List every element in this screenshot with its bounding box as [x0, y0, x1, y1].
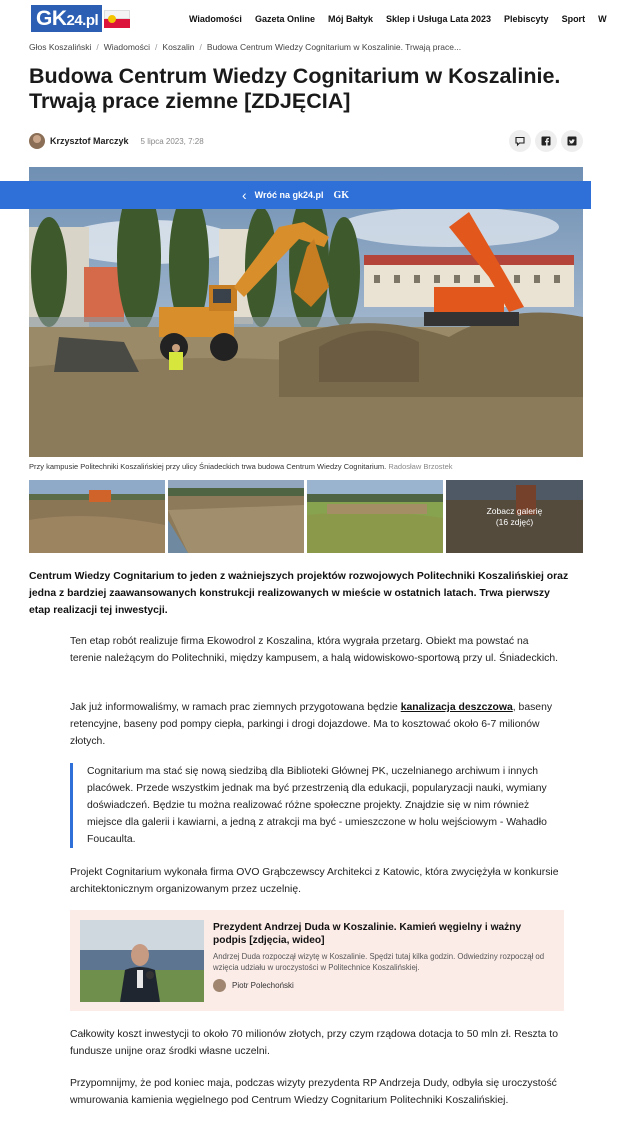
breadcrumb-item[interactable]: Wiadomości [103, 42, 151, 52]
avatar[interactable] [29, 133, 45, 149]
author-name[interactable]: Krzysztof Marczyk [50, 136, 129, 146]
article-paragraph: Projekt Cognitarium wykonała firma OVO Grąbczewscy Architekci z Katowic, która zwyciężyła w konkursie architektonicznym organizowanym przez uczelnię. [70, 867, 559, 895]
article-paragraph: Przypomnijmy, że pod koniec maja, podczas wizyty prezydenta RP Andrzeja Dudy, odbyła się uroczystość wmurowania kamienia węgielnego pod Centrum Wiedzy Cognitarium Politechniki Koszalińskiej. [70, 1078, 557, 1106]
gallery-count: (16 zdjęć) [495, 516, 534, 527]
page-title: Budowa Centrum Wiedzy Cognitarium w Koszalinie. Trwają prace ziemne [ZDJĘCIA] [29, 64, 561, 113]
president-photo [80, 920, 204, 1002]
tag-link[interactable]: kanalizacja deszczowa [400, 702, 513, 713]
gk-badge: GK [333, 189, 350, 201]
related-article-title[interactable]: Prezydent Andrzej Duda w Koszalinie. Kamień węgielny i ważny podpis [zdjęcia, wideo] [213, 922, 522, 946]
gallery-label: Zobacz galerię [486, 505, 543, 516]
paragraph-text: , baseny retencyjne, baseny pod pompy ciepła, parkingi i drogi dojazdowe. Ma to kosztować około 6-7 milionów złotych. [70, 702, 553, 747]
nav-item-sklep[interactable]: Sklep i Usługa Lata 2023 [385, 14, 492, 24]
gallery-thumbnail[interactable] [307, 480, 443, 553]
paragraph-text: Jak już informowaliśmy, w ramach prac ziemnych przygotowana będzie [70, 702, 401, 713]
nav-item-more[interactable]: W [598, 14, 607, 24]
related-article-author[interactable] [213, 979, 294, 992]
logo-suffix: 24.pl [66, 12, 99, 29]
photo-caption [29, 462, 453, 471]
publish-date: 5 lipca 2023, 7:28 [140, 136, 204, 146]
article-quote: Cognitarium ma stać się nową siedzibą dla Biblioteki Głównej PK, uczelnianego archiwum i innych placówek. Przede wszystkim jednak ma być przestrzenią dla edukacji, popularyzacji nauki, wymiany doświadczeń. Będzie tu można realizować różne społeczne projekty. Znajdzie się w nim również miejsce dla galerii i kawiarni, a jedną z atrakcji ma być - umieszczone w holu wejściowym - Wahadło Foucaulta. [70, 763, 560, 848]
facebook-icon [541, 136, 551, 146]
see-gallery-button[interactable] [446, 480, 583, 553]
chevron-left-icon: ‹ [241, 187, 247, 203]
comment-button[interactable] [509, 130, 531, 152]
breadcrumb-item[interactable]: Koszalin [162, 42, 195, 52]
nav-item-wiadomosci[interactable]: Wiadomości [189, 14, 242, 24]
logo-text: GK [36, 7, 67, 30]
article-paragraph: Całkowity koszt inwestycji to około 70 milionów złotych, przy czym rządowa dotacja to 50 mln zł. Reszta to fundusze unijne oraz środki własne uczelni. [70, 1029, 558, 1057]
gallery-thumbnail[interactable] [168, 480, 304, 553]
construction-photo [29, 167, 583, 457]
article-paragraph [70, 699, 560, 750]
article-lead: Centrum Wiedzy Cognitarium to jeden z ważniejszych projektów rozwojowych Politechniki Koszalińskiej oraz jedna z bardziej zaawansowanych konstrukcji realizowanych w mieście w ostatnich latach. Trwa pierwszy etap realizacji tej inwestycji. [29, 571, 569, 616]
author-row [29, 131, 204, 151]
gallery-thumbnail[interactable] [29, 480, 165, 553]
related-article-image [80, 920, 204, 1002]
breadcrumb-current: Budowa Centrum Wiedzy Cognitarium w Koszalinie. Trwają prace... [206, 42, 462, 52]
nav-item-moj-baltyk[interactable]: Mój Bałtyk [327, 14, 373, 24]
facebook-share-button[interactable] [535, 130, 557, 152]
flag-icon [104, 10, 130, 28]
related-author-name: Piotr Polechoński [232, 981, 294, 990]
site-logo[interactable] [31, 5, 130, 32]
main-photo[interactable] [29, 167, 583, 457]
nav-item-plebiscyty[interactable]: Plebiscyty [504, 14, 549, 24]
back-to-site-bar[interactable] [0, 181, 591, 209]
thumbnail-image [168, 480, 304, 553]
top-header [0, 0, 607, 38]
photo-credit: Radosław Brzostek [388, 462, 453, 471]
breadcrumb: Głos Koszaliński / Wiadomości / Koszalin / Budowa Centrum Wiedzy Cognitarium w Koszalinie. Trwają prace... [29, 42, 462, 52]
thumbnail-image [29, 480, 165, 553]
main-nav [189, 0, 620, 38]
twitter-share-button[interactable] [561, 130, 583, 152]
comment-icon [515, 136, 525, 146]
logo-mark [31, 5, 102, 32]
caption-text: Przy kampusie Politechniki Koszalińskiej przy ulicy Śniadeckich trwa budowa Centrum Wiedzy Cognitarium. [29, 462, 387, 471]
related-article-desc: Andrzej Duda rozpoczął wizytę w Koszalinie. Spędzi tutaj kilka godzin. Odwiedziny rozpoczął od wzięcia udziału w uroczystości w Politechnice Koszalińskiej. [213, 952, 545, 972]
avatar [213, 979, 226, 992]
nav-item-sport[interactable]: Sport [561, 14, 586, 24]
article-paragraph: Ten etap robót realizuje firma Ekowodrol z Koszalina, która wygrała przetarg. Obiekt ma powstać na terenie należącym do Politechniki, między kampusem, a halą widowiskowo-sportową przy ul. Śniadeckich. [70, 636, 559, 664]
related-article-card[interactable] [70, 910, 564, 1011]
breadcrumb-item[interactable]: Głos Koszaliński [29, 42, 92, 52]
back-link-label: Wróć na gk24.pl [254, 190, 324, 200]
nav-item-gazeta-online[interactable]: Gazeta Online [254, 14, 315, 24]
thumbnail-image [307, 480, 443, 553]
twitter-icon [567, 136, 577, 146]
